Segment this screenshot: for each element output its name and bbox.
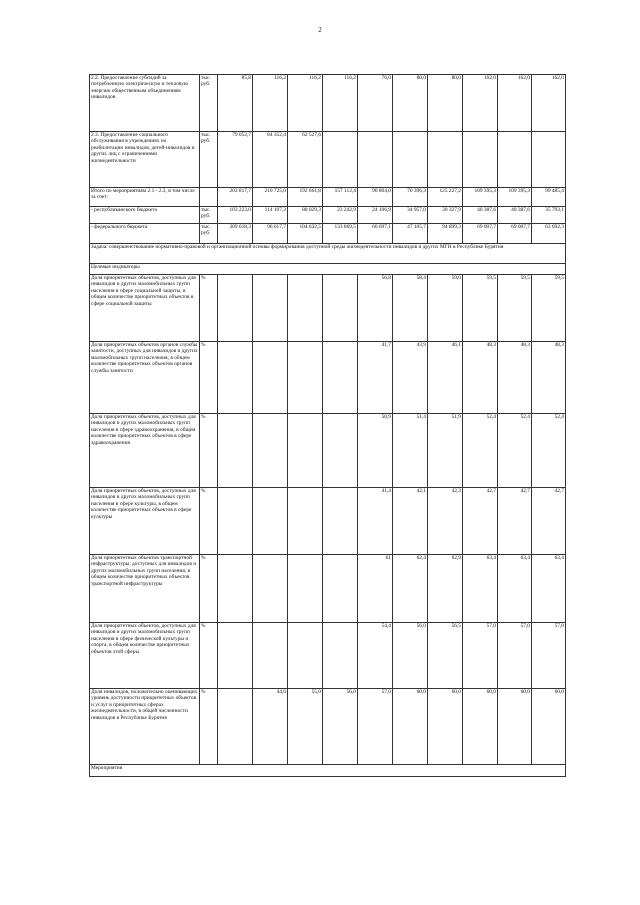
value-cell: 40 387,6 [463,207,498,224]
table-row [90,414,566,488]
value-cell: 69 007,7 [463,224,498,244]
indicator-name: - федерального бюджета [90,224,200,244]
table-row [90,275,566,342]
value-cell: 162,0 [463,75,498,132]
value-cell: 57,0 [358,689,393,765]
value-cell [253,414,288,488]
value-cell: 116,2 [323,75,358,132]
value-cell: 210 725,0 [253,188,288,207]
value-cell [323,275,358,342]
value-cell: 60,0 [393,689,428,765]
unit-cell [200,188,218,207]
value-cell: 52,4 [532,414,566,488]
value-cell [218,414,253,488]
section-row [90,244,566,264]
value-cell: 59,5 [463,275,498,342]
value-cell [428,132,463,188]
value-cell: 109 395,3 [498,188,532,207]
value-cell: 30 327,9 [428,207,463,224]
value-cell: 192 661,8 [288,188,323,207]
value-cell: 84 352,4 [253,132,288,188]
value-cell: 104 632,5 [288,224,323,244]
unit-cell: % [200,488,218,555]
value-cell [253,623,288,689]
value-cell: 157 112,4 [323,188,358,207]
value-cell: 85,8 [218,75,253,132]
value-cell: 47 105,7 [393,224,428,244]
indicator-name: Доля приоритетных объектов, доступных для инвалидов и других маломобильных групп населения в сфере физической культуры и спорта, в общем количестве приоритетных объектов этой сферы [90,623,200,689]
value-cell [253,342,288,414]
indicator-name: Доля приоритетных объектов органов службы занятости, доступных для инвалидов и других маломобильных групп населения, в общем количестве приоритетных объектов органов службы занятости [90,342,200,414]
table-row [90,188,566,207]
value-cell: 43,9 [393,342,428,414]
value-cell: 62,4 [393,555,428,623]
value-cell [253,555,288,623]
table-row [90,488,566,555]
value-cell: 44,6 [253,689,288,765]
value-cell [288,414,323,488]
value-cell: 109 395,3 [463,188,498,207]
value-cell: 34 957,0 [393,207,428,224]
value-cell: 57,0 [498,623,532,689]
value-cell [218,488,253,555]
value-cell [323,342,358,414]
table-row [90,689,566,765]
section-row [90,765,566,777]
value-cell: 54,4 [358,623,393,689]
value-cell: 35 793,1 [532,207,566,224]
value-cell: 42,3 [428,488,463,555]
value-cell: 42,7 [532,488,566,555]
unit-cell: % [200,555,218,623]
section-label: Задача: совершенствование нормативно-правовой и организационной основы формирования доступной среды жизнедеятельности инвалидов и других МГН в Республике Бурятия [90,244,566,264]
table-row [90,132,566,188]
value-cell: 63 692,3 [532,224,566,244]
value-cell [323,414,358,488]
value-cell [323,555,358,623]
unit-cell: тыс. руб. [200,75,218,132]
indicator-name: Доля приоритетных объектов, доступных для инвалидов и других маломобильных групп населения в сфере социальной защиты, в общем количестве приоритетных объектов в сфере социальной защиты [90,275,200,342]
value-cell: 90 804,0 [358,188,393,207]
value-cell: 66 697,1 [358,224,393,244]
value-cell: 42,7 [463,488,498,555]
unit-cell: тыс. руб. [200,207,218,224]
section-row [90,264,566,275]
value-cell: 114 107,3 [253,207,288,224]
value-cell: 42,1 [393,488,428,555]
value-cell: 23 242,9 [323,207,358,224]
value-cell [218,623,253,689]
value-cell [218,275,253,342]
indicator-name: Доля приоритетных объектов, доступных для инвалидов и других маломобильных групп населения в сфере здравоохранения, в общем количестве приоритетных объектов в сфере здравоохранения [90,414,200,488]
indicator-name: Доля инвалидов, положительно оценивающих уровень доступности приоритетных объектов и услуг в приоритетных сферах жизнедеятельности, в общей численности инвалидов в Республике Бурятия [90,689,200,765]
value-cell: 48,3 [498,342,532,414]
value-cell: 63,4 [532,555,566,623]
value-cell: 56,0 [323,689,358,765]
value-cell [253,488,288,555]
value-cell [532,132,566,188]
value-cell: 58,4 [393,275,428,342]
value-cell: 51,4 [393,414,428,488]
value-cell [218,555,253,623]
value-cell: 52,4 [463,414,498,488]
value-cell [288,488,323,555]
value-cell: 309 618,3 [218,224,253,244]
indicator-name: - республиканского бюджета [90,207,200,224]
value-cell: 48,3 [532,342,566,414]
value-cell [288,275,323,342]
value-cell: 88 029,3 [288,207,323,224]
value-cell: 60,0 [463,689,498,765]
unit-cell: % [200,342,218,414]
value-cell [463,132,498,188]
value-cell: 62 527,6 [288,132,323,188]
value-cell [498,132,532,188]
value-cell [218,342,253,414]
value-cell: 63,4 [463,555,498,623]
table-row [90,623,566,689]
value-cell: 42,7 [498,488,532,555]
value-cell: 56,0 [393,623,428,689]
value-cell: 60,0 [498,689,532,765]
value-cell [288,555,323,623]
value-cell: 116,2 [288,75,323,132]
value-cell: 51,9 [428,414,463,488]
indicator-name: Доля приоритетных объектов, доступных для инвалидов и других маломобильных групп населения в сфере культуры, в общем количестве приоритетных объектов в сфере культуры [90,488,200,555]
value-cell: 59,0 [428,275,463,342]
value-cell: 57,0 [532,623,566,689]
table-row [90,555,566,623]
value-cell: 46,1 [428,342,463,414]
value-cell: 76,0 [358,75,393,132]
value-cell: 55,0 [288,689,323,765]
unit-cell: % [200,275,218,342]
value-cell: 80,0 [428,75,463,132]
value-cell: 40 387,6 [498,207,532,224]
unit-cell: % [200,623,218,689]
value-cell: 162,0 [498,75,532,132]
value-cell: 99 485,4 [532,188,566,207]
section-label: Мероприятия [90,765,566,777]
indicator-name: Доля приоритетных объектов транспортной инфраструктуры, доступных для инвалидов и других маломобильных групп населения, в общем количестве приоритетных объектов транспортной инфраструктуры [90,555,200,623]
unit-cell: тыс. руб. [200,224,218,244]
value-cell: 59,5 [532,275,566,342]
value-cell: 63,4 [498,555,532,623]
table-row [90,224,566,244]
section-label: Целевые индикаторы [90,264,566,275]
value-cell: 48,3 [463,342,498,414]
program-table [89,74,566,777]
table-body [90,75,566,777]
value-cell: 80,0 [393,75,428,132]
value-cell: 56,5 [428,623,463,689]
value-cell: 69 007,7 [498,224,532,244]
unit-cell: тыс. руб. [200,132,218,188]
value-cell: 133 869,5 [323,224,358,244]
value-cell [393,132,428,188]
page-number: 2 [318,26,322,34]
indicator-name: 2.2. Предоставление субсидий за потребленную электрическую и тепловую энергию общественным объединениям инвалидов [90,75,200,132]
value-cell [358,132,393,188]
table-row [90,342,566,414]
indicator-name: Итого по мероприятиям 2.1 - 2.3, в том числе за счет: [90,188,200,207]
unit-cell: % [200,689,218,765]
value-cell: 96 617,7 [253,224,288,244]
value-cell: 94 899,3 [428,224,463,244]
value-cell: 57,0 [463,623,498,689]
value-cell [288,342,323,414]
value-cell: 203 817,7 [218,188,253,207]
value-cell [288,623,323,689]
value-cell: 162,0 [532,75,566,132]
value-cell [323,623,358,689]
value-cell [253,275,288,342]
value-cell: 61 [358,555,393,623]
value-cell: 24 106,9 [358,207,393,224]
indicator-name: 2.3. Предоставление социального обслуживания в учреждениях по реабилитации инвалидов, детей-инвалидов и других лиц с ограничениями жизнедеятельности [90,132,200,188]
unit-cell: % [200,414,218,488]
table-row [90,75,566,132]
value-cell: 79 052,7 [218,132,253,188]
table-row [90,207,566,224]
value-cell: 52,4 [498,414,532,488]
value-cell: 125 227,2 [428,188,463,207]
value-cell: 116,2 [253,75,288,132]
value-cell: 60,0 [428,689,463,765]
value-cell [218,689,253,765]
value-cell: 50,9 [358,414,393,488]
value-cell: 41,7 [358,342,393,414]
value-cell: 59,5 [498,275,532,342]
value-cell: 41,4 [358,488,393,555]
value-cell: 60,0 [532,689,566,765]
value-cell [323,132,358,188]
value-cell: 70 396,3 [393,188,428,207]
value-cell: 62,9 [428,555,463,623]
value-cell: 56,8 [358,275,393,342]
value-cell: 103 223,0 [218,207,253,224]
value-cell [323,488,358,555]
